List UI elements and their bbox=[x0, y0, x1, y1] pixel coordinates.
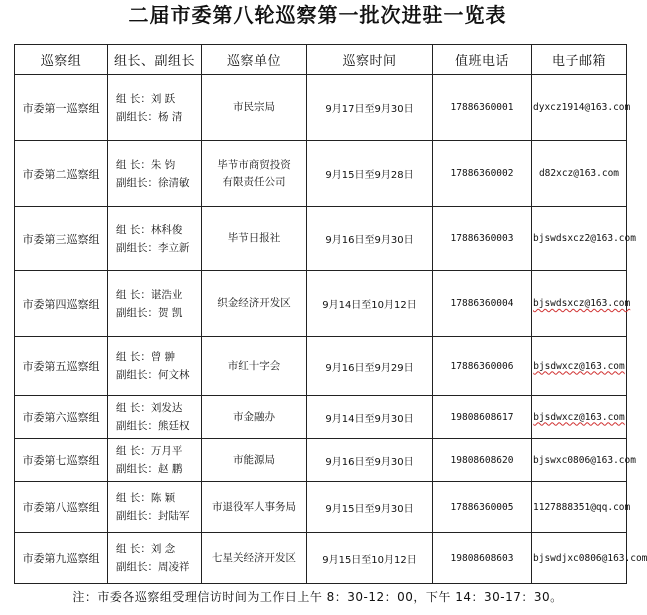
email-cell bbox=[532, 396, 627, 439]
leaders-cell bbox=[108, 141, 202, 207]
unit-name-line: 市能源局 bbox=[233, 453, 275, 466]
group-name-cell: 市委第一巡察组 bbox=[15, 75, 108, 141]
duty-phone-cell: 19808608620 bbox=[433, 439, 532, 482]
header-group: 巡察组 bbox=[15, 45, 108, 75]
inspection-period-cell: 9月16日至9月30日 bbox=[307, 207, 433, 271]
unit-name-line: 市民宗局 bbox=[233, 101, 275, 113]
email-link[interactable]: bjsdwxcz@163.com bbox=[533, 411, 625, 423]
unit-name-line: 市退役军人事务局 bbox=[212, 500, 296, 513]
inspection-period-cell: 9月15日至10月12日 bbox=[307, 533, 433, 584]
inspected-unit-cell bbox=[202, 533, 307, 584]
inspected-unit-cell bbox=[202, 207, 307, 271]
inspection-period-cell: 9月14日至10月12日 bbox=[307, 271, 433, 337]
inspected-unit-cell bbox=[202, 75, 307, 141]
email-link[interactable]: bjswdsxcz@163.com bbox=[533, 298, 631, 309]
inspection-period-cell: 9月17日至9月30日 bbox=[307, 75, 433, 141]
email-cell bbox=[532, 439, 636, 482]
email-cell bbox=[532, 207, 636, 271]
deputy-leader-name: 副组长：何文林 bbox=[116, 369, 190, 381]
deputy-leader-name: 副组长：贺 凯 bbox=[116, 306, 183, 319]
table-row bbox=[15, 396, 627, 439]
email-cell bbox=[532, 75, 631, 141]
leaders-cell bbox=[108, 396, 202, 439]
leaders-cell bbox=[108, 337, 202, 396]
table-row bbox=[15, 75, 627, 141]
email-cell bbox=[532, 337, 627, 396]
duty-phone-cell: 19808608603 bbox=[433, 533, 532, 584]
duty-phone-cell: 17886360002 bbox=[433, 141, 532, 207]
leader-name: 组 长：曾 翀 bbox=[116, 351, 176, 363]
inspection-period-cell: 9月16日至9月30日 bbox=[307, 439, 433, 482]
inspected-unit-cell bbox=[202, 482, 307, 533]
leader-name: 组 长：刘 跃 bbox=[116, 92, 176, 105]
header-leaders: 组长、副组长 bbox=[108, 45, 202, 75]
leaders-cell bbox=[108, 75, 202, 141]
unit-name-line: 市金融办 bbox=[233, 410, 275, 423]
inspection-period-cell: 9月15日至9月28日 bbox=[307, 141, 433, 207]
email-link[interactable]: bjsdwxcz@163.com bbox=[533, 360, 625, 372]
duty-phone-cell: 17886360003 bbox=[433, 207, 532, 271]
deputy-leader-name: 副组长：赵 鹏 bbox=[116, 463, 183, 475]
duty-phone-cell: 17886360001 bbox=[433, 75, 532, 141]
group-name-cell: 市委第八巡察组 bbox=[15, 482, 108, 533]
inspected-unit-cell bbox=[202, 337, 307, 396]
page-title: 二届市委第八轮巡察第一批次进驻一览表 bbox=[128, 3, 507, 27]
inspection-period-cell: 9月16日至9月29日 bbox=[307, 337, 433, 396]
email-link[interactable]: bjswdjxc0806@163.com bbox=[533, 552, 647, 564]
inspected-unit-cell bbox=[202, 271, 307, 337]
inspection-period-cell: 9月14日至9月30日 bbox=[307, 396, 433, 439]
deputy-leader-name: 副组长：李立新 bbox=[116, 241, 190, 254]
leader-name: 组 长：刘 念 bbox=[116, 543, 176, 555]
header-email: 电子邮箱 bbox=[532, 45, 627, 75]
inspection-period-cell: 9月15日至9月30日 bbox=[307, 482, 433, 533]
email-link[interactable]: d82xcz@163.com bbox=[538, 168, 620, 179]
unit-name-line: 市红十字会 bbox=[227, 359, 281, 372]
table-row bbox=[15, 337, 627, 396]
deputy-leader-name: 副组长：杨 清 bbox=[116, 110, 183, 123]
deputy-leader-name: 副组长：周凌祥 bbox=[116, 561, 190, 573]
inspected-unit-cell bbox=[202, 396, 307, 439]
deputy-leader-name: 副组长：封陆军 bbox=[116, 510, 190, 522]
email-link[interactable]: bjswxc0806@163.com bbox=[533, 454, 636, 466]
group-name-cell: 市委第三巡察组 bbox=[15, 207, 108, 271]
leaders-cell bbox=[108, 271, 202, 337]
leader-name: 组 长：万月平 bbox=[116, 445, 183, 457]
email-link[interactable]: 1127888351@qq.com bbox=[533, 501, 631, 513]
group-name-cell: 市委第七巡察组 bbox=[15, 439, 108, 482]
table-row bbox=[15, 141, 627, 207]
table-row bbox=[15, 533, 627, 584]
group-name-cell: 市委第九巡察组 bbox=[15, 533, 108, 584]
group-name-cell: 市委第六巡察组 bbox=[15, 396, 108, 439]
leaders-cell bbox=[108, 533, 202, 584]
table-row bbox=[15, 271, 627, 337]
leaders-cell bbox=[108, 439, 202, 482]
duty-phone-cell: 17886360004 bbox=[433, 271, 532, 337]
email-cell bbox=[532, 271, 631, 337]
leader-name: 组 长：朱 钧 bbox=[116, 158, 176, 171]
unit-name-line: 毕节市商贸投资 bbox=[217, 158, 291, 171]
unit-name-line: 有限责任公司 bbox=[222, 175, 286, 188]
deputy-leader-name: 副组长：徐清敏 bbox=[116, 176, 190, 189]
inspected-unit-cell bbox=[202, 141, 307, 207]
leader-name: 组 长：谌浩业 bbox=[116, 288, 183, 301]
table-row bbox=[15, 439, 627, 482]
leader-name: 组 长：林科俊 bbox=[116, 223, 183, 236]
header-unit: 巡察单位 bbox=[202, 45, 307, 75]
leader-name: 组 长：陈 颖 bbox=[116, 492, 176, 504]
table-header-row bbox=[15, 45, 627, 75]
unit-name-line: 织金经济开发区 bbox=[217, 297, 291, 309]
inspection-roster-table bbox=[14, 44, 647, 584]
email-cell bbox=[532, 482, 631, 533]
group-name-cell: 市委第五巡察组 bbox=[15, 337, 108, 396]
unit-name-line: 七星关经济开发区 bbox=[212, 551, 296, 564]
table-row bbox=[15, 482, 627, 533]
email-link[interactable]: dyxcz1914@163.com bbox=[533, 102, 631, 113]
group-name-cell: 市委第四巡察组 bbox=[15, 271, 108, 337]
leader-name: 组 长：刘发达 bbox=[116, 402, 183, 414]
deputy-leader-name: 副组长：熊廷权 bbox=[116, 420, 190, 432]
footnote: 注：市委各巡察组受理信访时间为工作日上午 8：30-12：00，下午 14：30-17：30。 bbox=[72, 590, 563, 604]
email-cell bbox=[532, 141, 627, 207]
header-time: 巡察时间 bbox=[307, 45, 433, 75]
duty-phone-cell: 17886360006 bbox=[433, 337, 532, 396]
email-cell bbox=[532, 533, 647, 584]
leaders-cell bbox=[108, 482, 202, 533]
unit-name-line: 毕节日报社 bbox=[227, 232, 281, 244]
duty-phone-cell: 19808608617 bbox=[433, 396, 532, 439]
header-phone: 值班电话 bbox=[433, 45, 532, 75]
email-link[interactable]: bjswdsxcz2@163.com bbox=[533, 233, 636, 244]
group-name-cell: 市委第二巡察组 bbox=[15, 141, 108, 207]
table-row bbox=[15, 207, 627, 271]
leaders-cell bbox=[108, 207, 202, 271]
duty-phone-cell: 17886360005 bbox=[433, 482, 532, 533]
inspected-unit-cell bbox=[202, 439, 307, 482]
